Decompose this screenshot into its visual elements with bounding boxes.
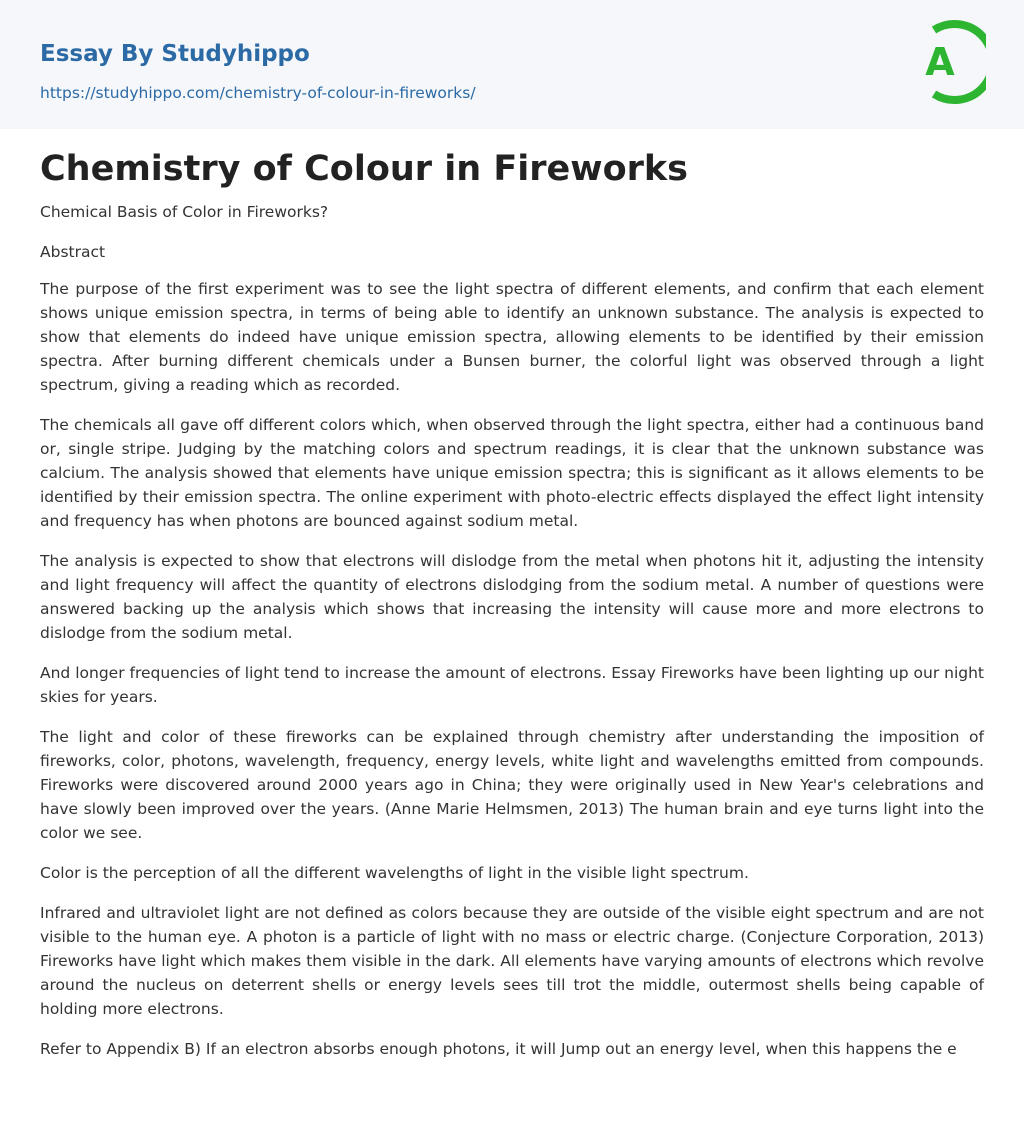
logo-letter: A bbox=[925, 40, 955, 84]
paragraph-5: The light and color of these fireworks can be explained through chemistry after understanding the imposition of fireworks, color, photons, wavelength, frequency, energy levels, white light and wavelengths emitted from compounds. Fireworks were discovered around 2000 years ago in China; they were originally used in New Year's celebrations and have slowly been improved over the years. (Anne Marie Helmsmen, 2013) The human brain and eye turns light into the color we see. bbox=[40, 728, 984, 842]
paragraph-2: The chemicals all gave off different colors which, when observed through the light spectra, either had a continuous band or, single stripe. Judging by the matching colors and spectrum readings, it is clear that the unknown substance was calcium. The analysis showed that elements have unique emission spectra; this is significant as it allows elements to be identified by their emission spectra. The online experiment with photo-electric effects displayed the effect light intensity and frequency has when photons are bounced against sodium metal. bbox=[40, 416, 984, 530]
page-title: Chemistry of Colour in Fireworks bbox=[40, 149, 688, 189]
paragraph-6: Color is the perception of all the different wavelengths of light in the visible light spectrum. bbox=[40, 864, 749, 882]
paragraph-7: Infrared and ultraviolet light are not defined as colors because they are outside of the visible eight spectrum and are not visible to the human eye. A photon is a particle of light with no mass or electric charge. (Conjecture Corporation, 2013) Fireworks have light which makes them visible in the dark. All elements have varying amounts of electrons which revolve around the nucleus on deterrent shells or energy levels sees till trot the middle, outermost shells being capable of holding more electrons. bbox=[40, 904, 984, 1018]
paragraph-1: The purpose of the first experiment was to see the light spectra of different elements, and confirm that each element shows unique emission spectra, in terms of being able to identify an unknown substance. The analysis is expected to show that elements do indeed have unique emission spectra, allowing elements to be identified by their emission spectra. After burning different chemicals under a Bunsen burner, the colorful light was observed through a light spectrum, giving a reading which as recorded. bbox=[40, 280, 984, 394]
article-subtitle: Chemical Basis of Color in Fireworks? bbox=[40, 203, 329, 221]
abstract-heading: Abstract bbox=[40, 243, 106, 261]
source-url-link[interactable]: https://studyhippo.com/chemistry-of-colour-in-fireworks/ bbox=[40, 84, 476, 102]
page-header bbox=[0, 0, 1024, 129]
article-content bbox=[0, 129, 1024, 1061]
studyhippo-logo-icon[interactable] bbox=[912, 19, 986, 105]
paragraph-4: And longer frequencies of light tend to increase the amount of electrons. Essay Fireworks have been lighting up our night skies for years. bbox=[40, 664, 984, 706]
paragraph-3: The analysis is expected to show that electrons will dislodge from the metal when photons hit it, adjusting the intensity and light frequency will affect the quantity of electrons dislodging from the sodium metal. A number of questions were answered backing up the analysis which shows that increasing the intensity will cause more and more electrons to dislodge from the sodium metal. bbox=[40, 552, 984, 642]
brand-title[interactable]: Essay By Studyhippo bbox=[40, 41, 310, 67]
paragraph-8: Refer to Appendix B) If an electron absorbs enough photons, it will Jump out an energy level, when this happens the e bbox=[40, 1040, 957, 1058]
